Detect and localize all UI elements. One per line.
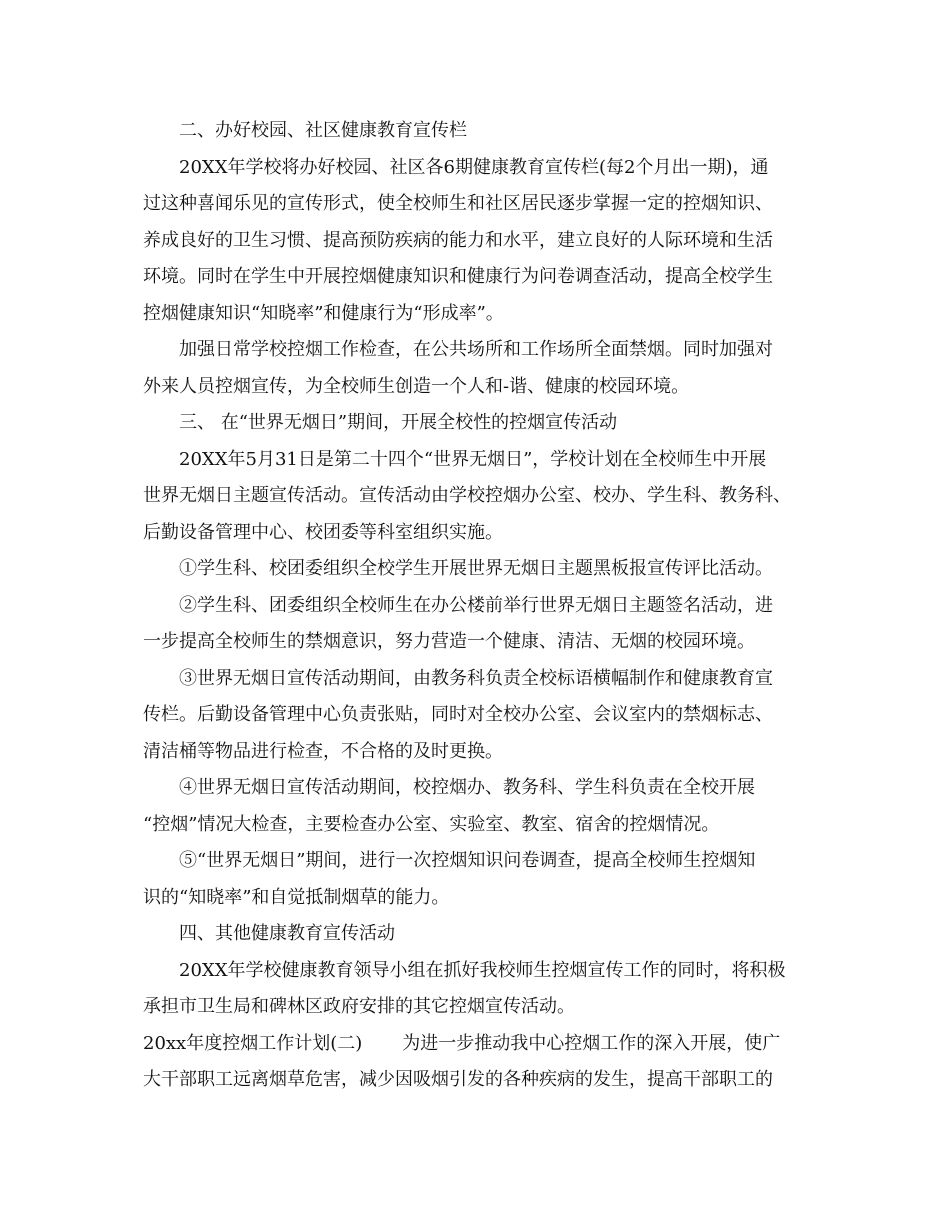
text-line: 控烟健康知识“知晓率”和健康行为“形成率”。 <box>143 302 504 324</box>
text-line: 一步提高全校师生的禁烟意识，努力营造一个健康、清洁、无烟的校园环境。 <box>143 631 755 652</box>
text-line: 养成良好的卫生习惯、提高预防疾病的能力和水平，建立良好的人际环境和生活 <box>143 229 773 251</box>
section-heading-2: 二、办好校园、社区健康教育宣传栏 <box>179 120 467 141</box>
text-line: 承担市卫生局和碑林区政府安排的其它控烟宣传活动。 <box>143 996 575 1017</box>
list-item-4: ④世界无烟日宣传活动期间，校控烟办、教务科、学生科负责在全校开展 <box>179 777 755 798</box>
list-item-5: ⑤“世界无烟日”期间，进行一次控烟知识问卷调查，提高全校师生控烟知 <box>179 850 756 871</box>
plan-title: 20xx年度控烟工作计划(二) <box>143 1032 363 1054</box>
text-line: 20XX年学校健康教育领导小组在抓好我校师生控烟宣传工作的同时，将积极 <box>179 959 786 981</box>
text-line: 为进一步推动我中心控烟工作的深入开展，使广 <box>402 1032 781 1054</box>
text-line: 清洁桶等物品进行检查，不合格的及时更换。 <box>143 740 503 762</box>
plan-title-line <box>143 1026 815 1063</box>
list-item-2: ②学生科、团委组织全校师生在办公楼前举行世界无烟日主题签名活动，进 <box>179 594 773 616</box>
text-line: 20XX年学校将办好校园、社区各6期健康教育宣传栏(每2个月出一期)，通 <box>179 156 769 178</box>
list-item-3: ③世界无烟日宣传活动期间，由教务科负责全校标语横幅制作和健康教育宣 <box>179 667 773 689</box>
text-line: 世界无烟日主题宣传活动。宣传活动由学校控烟办公室、校办、学生科、教务科、 <box>143 485 791 506</box>
text-line: “控烟”情况大检查，主要检查办公室、实验室、教室、宿舍的控烟情况。 <box>143 813 720 835</box>
text-line: 20XX年5月31日是第二十四个“世界无烟日”，学校计划在全校师生中开展 <box>179 448 767 470</box>
text-line: 识的“知晓率”和自觉抵制烟草的能力。 <box>143 886 450 908</box>
text-line: 大干部职工远离烟草危害，减少因吸烟引发的各种疾病的发生，提高干部职工的 <box>143 1069 773 1090</box>
text-line: 后勤设备管理中心、校团委等科室组织实施。 <box>143 521 503 543</box>
text-line: 外来人员控烟宣传，为全校师生创造一个人和-谐、健康的校园环境。 <box>143 375 690 397</box>
list-item-1: ①学生科、校团委组织全校学生开展世界无烟日主题黑板报宣传评比活动。 <box>179 558 773 579</box>
section-heading-4: 四、其他健康教育宣传活动 <box>179 923 395 944</box>
text-line: 过这种喜闻乐见的宣传形式，使全校师生和社区居民逐步掌握一定的控烟知识、 <box>143 193 773 214</box>
text-line: 环境。同时在学生中开展控烟健康知识和健康行为问卷调查活动，提高全校学生 <box>143 266 773 287</box>
text-line: 加强日常学校控烟工作检查，在公共场所和工作场所全面禁烟。同时加强对 <box>179 339 773 360</box>
text-line: 传栏。后勤设备管理中心负责张贴，同时对全校办公室、会议室内的禁烟标志、 <box>143 704 773 725</box>
document-body <box>143 113 815 1099</box>
section-heading-3: 三、 在“世界无烟日”期间，开展全校性的控烟宣传活动 <box>179 412 618 433</box>
